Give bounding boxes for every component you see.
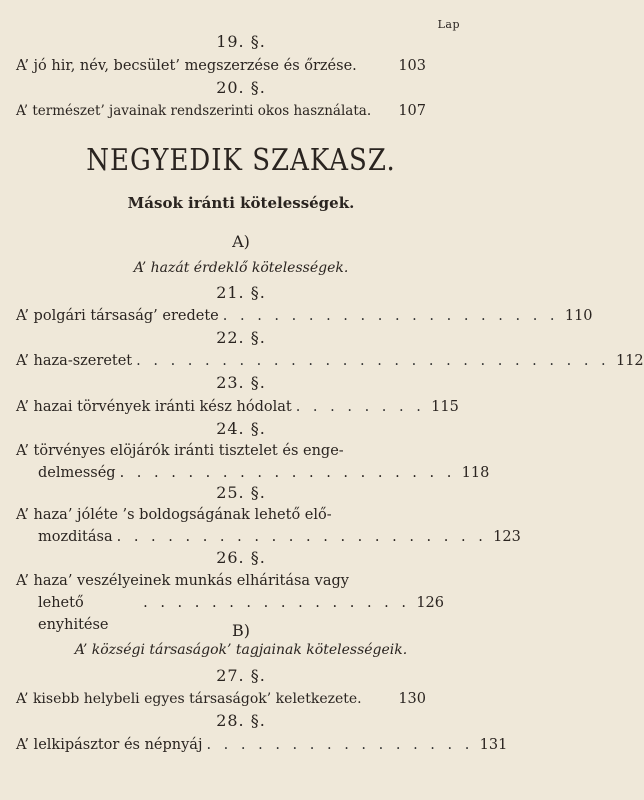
section-number: 20. §. (216, 78, 266, 97)
toc-entry: A’ haza-szeretet . . . . . . . . . . . . . . . . . . . . . . . . . . . . 112 (16, 350, 426, 372)
entry-page: 107 (398, 103, 426, 119)
subsection-label: A) (232, 232, 250, 251)
entry-page: 131 (479, 737, 508, 753)
entry-page: 110 (564, 308, 593, 324)
entry-title-line2: mozditása (38, 529, 113, 545)
entry-page: 103 (398, 58, 426, 74)
section-number: 25. §. (216, 483, 266, 502)
section-number: 22. §. (216, 328, 266, 347)
toc-entry: A’ haza’ jóléte ’s boldogságának lehető elő- mozditása . . . . . . . . . . . . . . . . . . . . . . 123 (16, 504, 444, 548)
section-number: 24. §. (216, 419, 266, 438)
entry-title-line1: A’ haza’ jóléte ’s boldogságának lehető elő- (16, 507, 332, 523)
subsection-label: B) (232, 621, 250, 640)
entry-title: A’ lelkipásztor és népnyáj (16, 737, 203, 753)
subsection-title: A’ községi társaságok’ tagjainak kötelességeik. (74, 642, 408, 658)
entry-page: 123 (493, 529, 521, 545)
toc-entry: A’ hazai törvények iránti kész hódolat . . . . . . . . 115 (16, 396, 426, 418)
entry-title-line1: A’ haza’ veszélyeinek munkás elháritása vagy (16, 573, 349, 589)
toc-entry (16, 55, 426, 77)
toc-entry (16, 100, 426, 122)
part-title: NEGYEDIK SZAKASZ. (86, 143, 396, 179)
entry-title: A’ természet’ javainak rendszerinti okos használata. (16, 103, 372, 119)
entry-title-line2: lehető enyhitése (38, 595, 109, 633)
entry-page: 130 (398, 691, 426, 707)
entry-title: A’ kisebb helybeli egyes társaságok’ keletkezete. (16, 691, 362, 707)
toc-entry: A’ haza’ veszélyeinek munkás elháritása vagy lehető enyhitése . . . . . . . . . . . . . . . . 126 (16, 570, 444, 636)
toc-entry (16, 688, 426, 710)
entry-title: A’ jó hir, név, becsület’ megszerzése és őrzése. (16, 58, 357, 74)
section-number: 19. §. (216, 32, 266, 51)
toc-entry: A’ törvényes elöjárók iránti tisztelet és enge- delmesség . . . . . . . . . . . . . . . . . . . . 118 (16, 440, 444, 484)
entry-page: 115 (431, 399, 459, 415)
entry-title: A’ haza-szeretet (16, 353, 133, 369)
section-number: 21. §. (216, 283, 266, 302)
subsection-title: A’ hazát érdeklő kötelességek. (133, 260, 349, 276)
entry-title-line2: delmesség (38, 465, 116, 481)
entry-title-line1: A’ törvényes elöjárók iránti tisztelet és enge- (16, 443, 344, 459)
entry-title: A’ polgári társaság’ eredete (16, 308, 219, 324)
section-number: 27. §. (216, 666, 266, 685)
section-number: 26. §. (216, 548, 266, 567)
toc-entry: A’ lelkipásztor és népnyáj . . . . . . . . . . . . . . . . 131 (16, 734, 426, 756)
entry-title: A’ hazai törvények iránti kész hódolat (16, 399, 292, 415)
entry-page: 118 (461, 465, 490, 481)
toc-entry: A’ polgári társaság’ eredete . . . . . . . . . . . . . . . . . . . . 110 (16, 305, 426, 327)
page-header-lap: Lap (437, 18, 460, 31)
section-number: 23. §. (216, 373, 266, 392)
part-subtitle: Mások iránti kötelességek. (127, 194, 355, 212)
entry-page: 112 (615, 353, 644, 369)
section-number: 28. §. (216, 711, 266, 730)
entry-page: 126 (416, 595, 444, 611)
